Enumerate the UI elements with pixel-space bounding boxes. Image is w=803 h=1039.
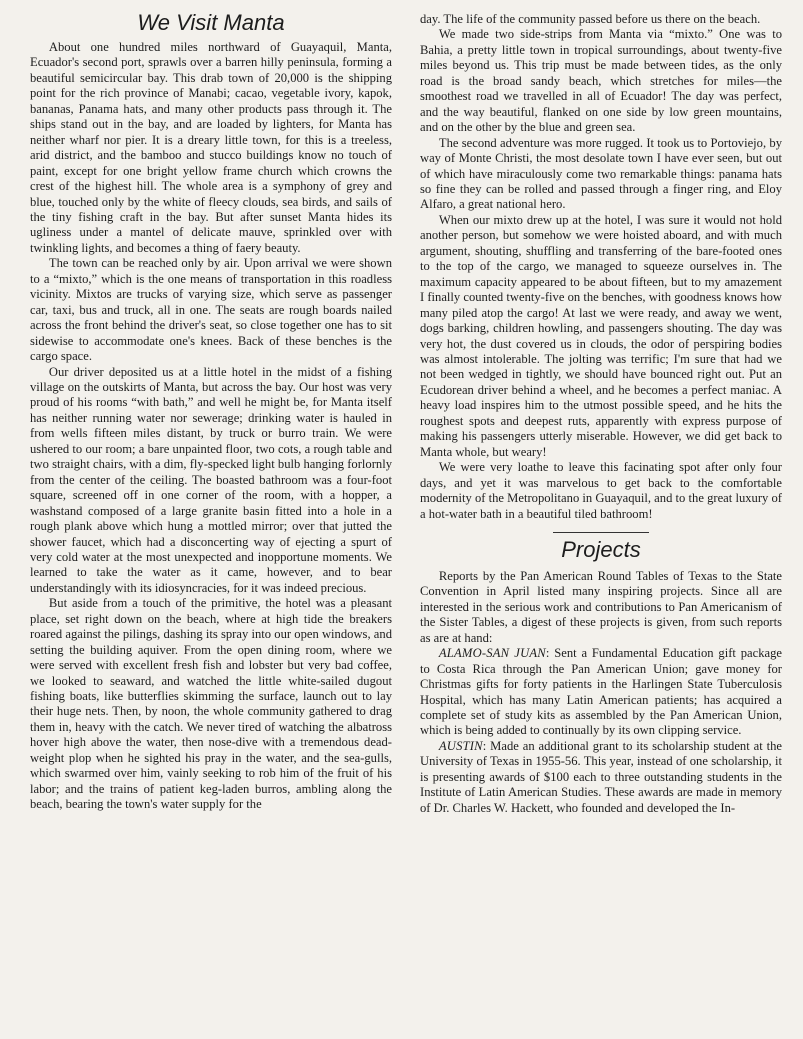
projects-intro: Reports by the Pan American Round Tables of Texas to the State Convention in April listed many inspiring projects. Since all are interested in the serious work and contributions to Pan Americanism of the Sister Tables, a digest of these projects is given, from such reports as are at hand: bbox=[420, 568, 782, 645]
project-table-name: ALAMO-SAN JUAN bbox=[438, 646, 546, 661]
paragraph: Our driver deposited us at a little hotel in the midst of a fishing village on the outskirts of Manta, but across the bay. Our host was very proud of his rooms “with bath,” and well he might be, for Manta itself has neither running water nor sewerage; drinking water is hauled in from wells fifteen miles distant, by truck or burro train. We were ushered to our room; a bare unpainted floor, two cots, a rough table and two straight chairs, with a dim, fly-specked light bulb hanging forlornly from the center of the ceiling. The boasted bathroom was a four-foot square, screened off in one corner of the room, with a hopper, a washstand composed of a large granite basin fitted into a hole in a rough plank above which hung a mottled mirror; over that jutted the shower faucet, which had a disconcerting way of ejecting a spurt of very cold water at the most unexpected and inopportune moments. We learned to take the water as it came, however, and to bear understandingly with its idiosyncracies, for it was indeed precious. bbox=[30, 364, 392, 595]
paragraph-continued: day. The life of the community passed before us there on the beach. bbox=[420, 12, 761, 26]
paragraph: About one hundred miles northward of Guayaquil, Manta, Ecuador's second port, sprawls over a barren hilly peninsula, forming a beautiful semicircular bay. This drab town of 20,000 is the shipping point for the rich province of Manabi; cacao, vegetable ivory, kapok, bananas, Panama hats, and many other products pass through it. The ships stand out in the bay, and are loaded by lighters, for Manta has neither wharf nor pier. It is a dreary little town, for this is a treeless, arid district, and the bamboo and stucco buildings know no touch of paint, except for one bright yellow frame church which crowns the crest of the highest hill. The whole area is a symphony of grey and blue, touched only by the white of fleecy clouds, sea birds, and sails of the tiny fishing craft in the bay. But after sunset Manta hides its ugliness under a mantel of delicate mauve, sprinkled over with twinkling lights, and becomes a thing of faery beauty. bbox=[30, 40, 392, 255]
paragraph: But aside from a touch of the primitive, the hotel was a pleasant place, set right down on the beach, where at high tide the breakers roared against the pilings, dashing its spray into our open windows, and setting the building aquiver. From the open dining room, where we were served with excellent fresh fish and lobster but very bad coffee, we looked to seaward, and watched the little white-sailed dugout fishing boats, like butterflies skimming the surface, launch out to lay their huge nets. Then, by noon, the whole community gathered to drag them in, heavy with the catch. We never tired of watching the albatross hover high above the water, then nose-dive with a tremendous dead-weight plop when he sighted his pray in the water, and the sea-gulls, which swarmed over him, vainly seeking to rob him of the fruit of his labor; and the trains of patient keg-laden burros, ambling along the beach, bearing the town's water supply for the bbox=[30, 596, 392, 812]
project-text: : Made an additional grant to its scholarship student at the University of Texas in 1955-56. This year, instead of one scholarship, it is presenting awards of $100 each to three outstanding students in the Institute of Latin American Studies. These awards are made in memory of Dr. Charles W. Hackett, who founded and developed the In- bbox=[420, 738, 782, 815]
left-column bbox=[30, 10, 392, 813]
project-entry-alamo-san-juan bbox=[420, 646, 782, 739]
paragraph: We made two side-strips from Manta via “mixto.” One was to Bahia, a pretty little town in tropical surroundings, about twenty-five miles beyond us. This trip must be made between tides, as the only road is the broad sandy beach, which stretches for miles—the smoothest road we travelled in all of Ecuador! The day was perfect, and the way beautiful, flanked on one side by low green mountains, and on the other by the blue and green sea. bbox=[420, 27, 782, 135]
section-divider bbox=[553, 532, 649, 533]
paragraph: When our mixto drew up at the hotel, I was sure it would not hold another person, but somehow we were hoisted aboard, and with much argument, shouting, shuffling and transferring of the bare-footed ones to the top of the cargo, we managed to squeeze ourselves in. The maximum capacity appeared to be about fifteen, but to my amazement I finally counted twenty-five on the benches, with goodness knows how many piled atop the cargo! At last we were ready, and away we went, dogs barking, children howling, and passengers shouting. The day was very hot, the dust covered us in clouds, the odor of perspiring bodies was almost intolerable. The jolting was terrific; I'm sure that had we not been wedged in tightly, we should have bounced right out. Put an Ecudorean driver behind a wheel, and he becomes a perfect maniac. A heavy load inspires him to the utmost possible speed, and he hits the roughest spots and deepest ruts, apparently with express purpose of making his passengers utterly miserable. However, we did get back to Manta whole, but weary! bbox=[420, 212, 782, 459]
project-entry-austin bbox=[420, 739, 782, 816]
paragraph: The second adventure was more rugged. It took us to Portoviejo, by way of Monte Christi, the most desolate town I have ever seen, but out of which have miraculously come two remarkable things: panama hats so fine they can be rolled and passed through a finger ring, and Eloy Alfaro, a great national hero. bbox=[420, 135, 782, 212]
paragraph: We were very loathe to leave this facinating spot after only four days, and yet it was marvelous to get back to the comfortable modernity of the Metropolitano in Guayaquil, and to the great luxury of a hot-water bath in a beautiful tiled bathroom! bbox=[420, 460, 782, 521]
project-text: : Sent a Fundamental Education gift package to Costa Rica through the Pan American Union; gave money for Christmas gifts for forty patients in the Harlingen State Tuberculosis Hospital, which has many Latin American patients; has acquired a complete set of study kits as assembled by the Pan American Union, which is being added to continually by its own clipping service. bbox=[420, 646, 782, 738]
paragraph: The town can be reached only by air. Upon arrival we were shown to a “mixto,” which is the one means of transportation in this roadless vicinity. Mixtos are trucks of varying size, which serve as passenger car, taxi, bus and truck, all in one. The seats are rough boards nailed across the front behind the driver's seat, so close together one has to sit sidewise to accommodate one's knees. Back of these benches is the cargo space. bbox=[30, 256, 392, 364]
article-title-we-visit-manta: We Visit Manta bbox=[137, 10, 285, 35]
project-table-name: AUSTIN bbox=[438, 738, 483, 753]
right-column bbox=[420, 12, 782, 816]
article-title-projects: Projects bbox=[561, 536, 641, 562]
